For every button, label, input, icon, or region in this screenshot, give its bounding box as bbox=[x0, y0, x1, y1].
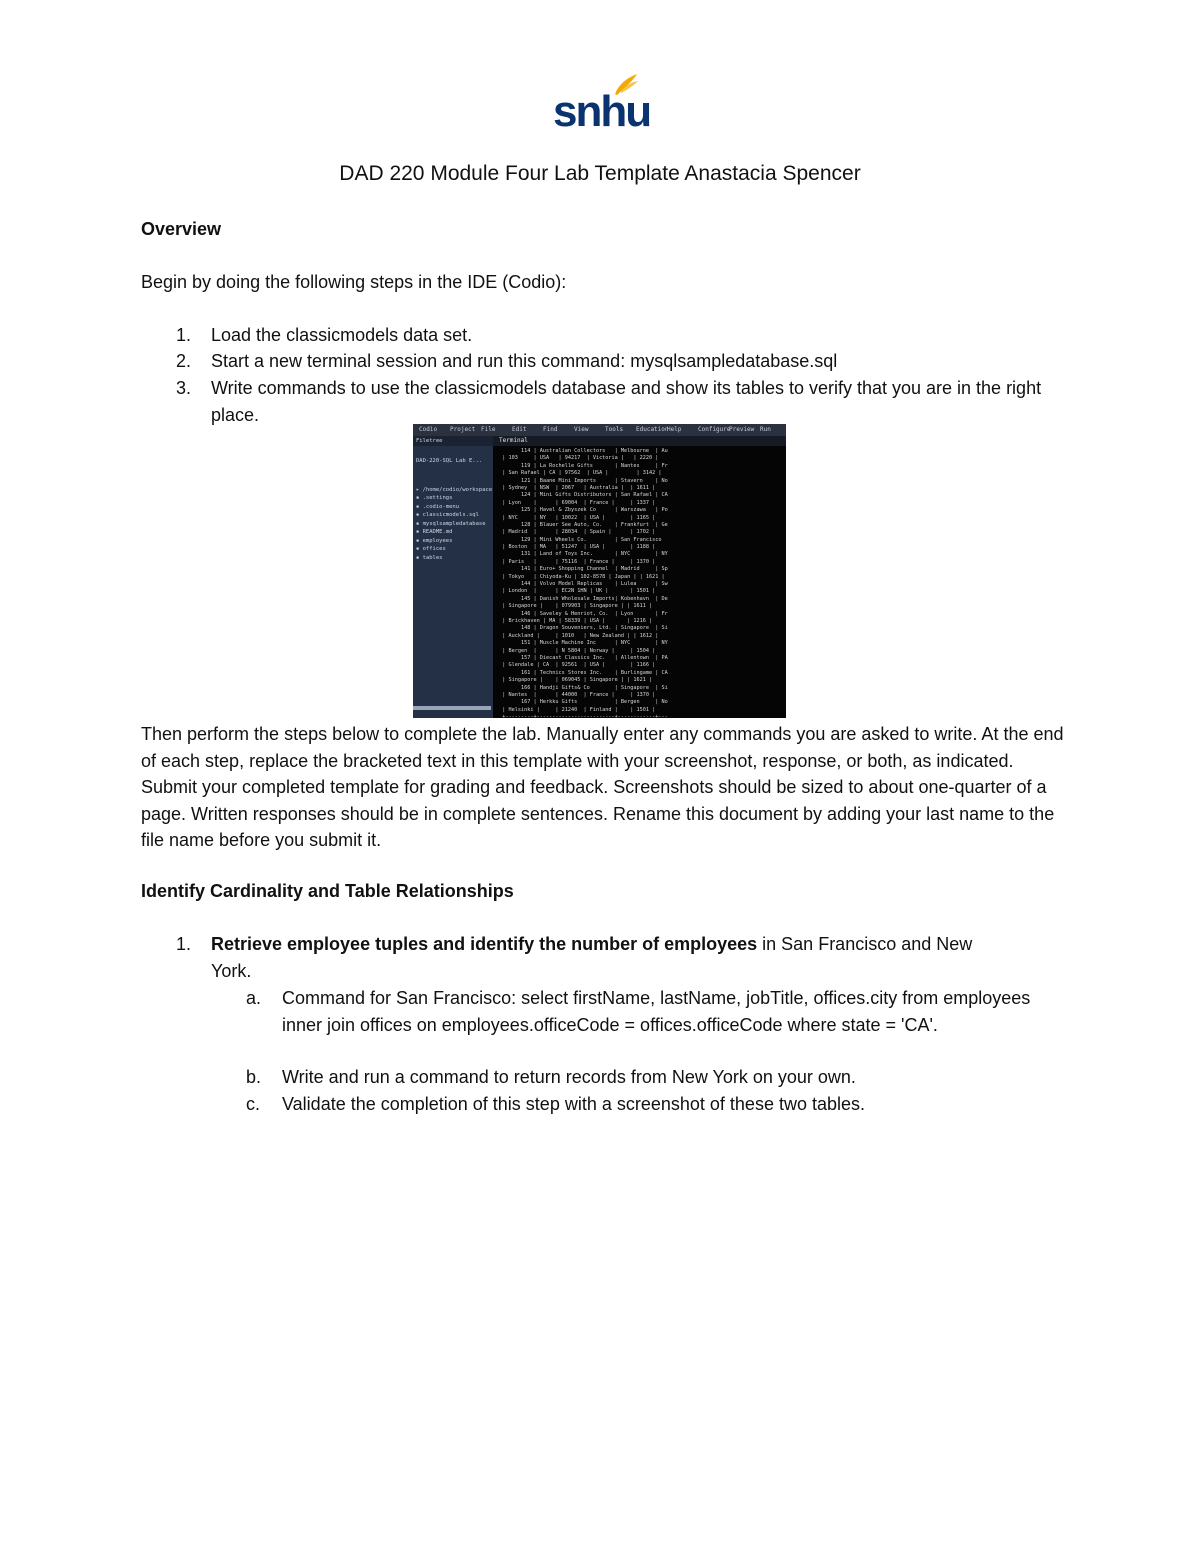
list-number: 1. bbox=[176, 934, 192, 954]
terminal-tab bbox=[493, 436, 786, 446]
list-number: 1. bbox=[176, 325, 192, 345]
sidebar-file-item: ▪ classicmodels.sql bbox=[416, 512, 479, 518]
ide-menu-item: Education bbox=[636, 426, 669, 433]
document-title: DAD 220 Module Four Lab Template Anastacia Spencer bbox=[339, 162, 861, 185]
sub-list-letter: b. bbox=[246, 1067, 262, 1087]
ide-menu-item: Codio bbox=[419, 426, 438, 433]
terminal-line: | San Rafael | CA | 97562 | USA | | 3142 | bbox=[496, 470, 662, 477]
ide-menu-item: Find bbox=[543, 426, 558, 433]
terminal-line: | Brickhaven | MA | 58339 | USA | | 1216 | bbox=[496, 617, 653, 624]
terminal-line: | Nantes | | 44000 | France | | 1370 | bbox=[496, 691, 656, 698]
terminal-line: 128 | Blauer See Auto, Co. | Frankfurt | Ge bbox=[496, 521, 668, 528]
ide-menu-item: Configure bbox=[698, 426, 731, 433]
terminal-line: 144 | Volvo Model Replicas | Lulea | Sw bbox=[496, 581, 668, 588]
sidebar-tab-label: Filetree bbox=[416, 438, 443, 444]
sub-list-letter: c. bbox=[246, 1094, 261, 1114]
terminal-line: 148 | Dragon Souveniers, Ltd. | Singapore | Si bbox=[496, 625, 668, 632]
ide-menu-item: Tools bbox=[605, 426, 624, 433]
sidebar-file-item: DAD-220-SQL Lab E... bbox=[416, 458, 483, 464]
ide-sidebar bbox=[413, 436, 493, 718]
terminal-line: 119 | La Rochelle Gifts | Nantes | Fr bbox=[496, 462, 668, 469]
terminal-line: | Glendale | CA | 92561 | USA | | 1166 | bbox=[496, 662, 656, 669]
terminal-line: | Tokyo | Chiyoda-Ku | 102-8578 | Japan | | 1621 | bbox=[496, 573, 665, 580]
terminal-line: | Boston | MA | 51247 | USA | | 1188 | bbox=[496, 544, 656, 551]
terminal-line: 121 | Baane Mini Imports | Stavern | No bbox=[496, 477, 668, 484]
sidebar-file-item: ▪ offices bbox=[416, 546, 446, 552]
list-text: Start a new terminal session and run this command: mysqlsampledatabase.sql bbox=[211, 351, 838, 371]
sub-list-text: Command for San Francisco: select firstName, lastName, jobTitle, offices.city from employees inner join offices on employees.officeCode = offices.officeCode where state = 'CA'. bbox=[282, 988, 1031, 1035]
overview-intro: Begin by doing the following steps in the IDE (Codio): bbox=[141, 272, 567, 292]
terminal-line: | 103 | USA | 94217 | Victoria | | 2220 | bbox=[496, 455, 659, 462]
sidebar-scrollbar bbox=[413, 706, 491, 710]
terminal-line: | London | | EC2N 1HN | UK | | 1501 | bbox=[496, 588, 656, 595]
sidebar-file-item: ▪ README.md bbox=[416, 529, 453, 535]
sub-list-letter: a. bbox=[246, 988, 262, 1008]
terminal-line: 131 | Land of Toys Inc. | NYC | NY bbox=[496, 551, 668, 558]
sidebar-file-item: ▪ mysqlsampledatabase bbox=[416, 520, 486, 527]
ide-screenshot bbox=[413, 424, 786, 718]
ide-menu-item: Project bbox=[450, 426, 476, 433]
terminal-line: 129 | Mini Wheels Co. | San Francisco bbox=[496, 536, 668, 543]
ide-menu-bar bbox=[413, 424, 786, 436]
ide-menu-item: Edit bbox=[512, 426, 527, 433]
list-text-bold: Retrieve employee tuples and identify the number of employees bbox=[211, 934, 758, 954]
cardinality-heading: Identify Cardinality and Table Relationships bbox=[141, 881, 514, 901]
terminal-panel bbox=[493, 436, 786, 718]
terminal-line: | NYC | NY | 10022 | USA | | 1165 | bbox=[496, 514, 656, 521]
terminal-line: 161 | Technics Stores Inc. | Burlingame | CA bbox=[496, 669, 668, 676]
sidebar-file-item: ▪ .codio-menu bbox=[416, 503, 460, 510]
sidebar-file-item: ▪ .settings bbox=[416, 495, 453, 501]
terminal-line: 166 | Handji Gifts& Co | Singapore | Si bbox=[496, 684, 668, 691]
terminal-line: | Singapore | | 069045 | Singapore | | 1621 | bbox=[496, 677, 653, 684]
terminal-line: | Sydney | NSW | 2067 | Australia | | 1611 | bbox=[496, 484, 656, 491]
list-number: 2. bbox=[176, 351, 192, 371]
ide-menu-item: View bbox=[574, 426, 589, 433]
sidebar-tab bbox=[413, 436, 493, 446]
ide-menu-item: Preview bbox=[729, 426, 755, 433]
terminal-output bbox=[496, 448, 784, 718]
terminal-line: 167 | Herkku Gifts | Bergen | No bbox=[496, 699, 668, 706]
terminal-line: 141 | Euro+ Shopping Channel | Madrid | Sp bbox=[496, 566, 668, 573]
sub-list-text: Validate the completion of this step with a screenshot of these two tables. bbox=[282, 1094, 865, 1114]
terminal-line: | Auckland | | 1010 | New Zealand | | 1612 | bbox=[496, 632, 659, 639]
list-number: 3. bbox=[176, 378, 192, 398]
list-text-rest: in San Francisco and New bbox=[757, 934, 973, 954]
terminal-line: | Madrid | | 28034 | Spain | | 1702 | bbox=[496, 529, 656, 536]
terminal-line: | Paris | | 75116 | France | | 1370 | bbox=[496, 558, 656, 565]
instructions-paragraph: Then perform the steps below to complete the lab. Manually enter any commands you are asked to write. At the end of each step, replace the bracketed text in this template with your screenshot, response, or both, as indicated. Submit your completed template for grading and feedback. Screenshots should be sized to about one-quarter of a page. Written responses should be in complete sentences. Rename this document by adding your last name to the file name before you submit it. bbox=[141, 724, 1064, 850]
sidebar-file-item: ▪ employees bbox=[416, 537, 453, 544]
sidebar-file-item: ▸ /home/codio/workspace bbox=[416, 486, 493, 493]
terminal-line: 124 | Mini Gifts Distributors | San Rafael | CA bbox=[496, 492, 668, 499]
terminal-line: 145 | Danish Wholesale Imports| Kobenhavn | De bbox=[496, 595, 668, 602]
list-text-rest-2: York. bbox=[211, 960, 252, 981]
ide-menu-item: Run bbox=[760, 426, 771, 433]
ide-menu-item: Help bbox=[667, 426, 682, 433]
terminal-line: | Helsinki | | 21240 | Finland | | 1501 | bbox=[496, 706, 656, 713]
logo-text: snhu bbox=[553, 87, 651, 136]
terminal-tab-label: Terminal bbox=[499, 437, 528, 444]
sub-list-text: Write and run a command to return records from New York on your own. bbox=[282, 1067, 856, 1087]
terminal-line: +---------+-------------------------+------------+--- bbox=[496, 714, 668, 718]
terminal-line: | Bergen | | N 5804 | Norway | | 1504 | bbox=[496, 647, 656, 654]
ide-menu-item: File bbox=[481, 426, 496, 433]
terminal-line: | Singapore | | 079903 | Singapore | | 1611 | bbox=[496, 603, 653, 610]
list-text bbox=[211, 931, 1061, 984]
terminal-line: 125 | Havel & Zbyszek Co | Warszawa | Po bbox=[496, 507, 668, 514]
overview-heading: Overview bbox=[141, 219, 222, 239]
list-text: Load the classicmodels data set. bbox=[211, 325, 473, 345]
sidebar-file-item: ▪ tables bbox=[416, 554, 443, 561]
terminal-line: 114 | Australian Collectors | Melbourne | Au bbox=[496, 448, 668, 454]
list-text: Write commands to use the classicmodels database and show its tables to verify that you are in the right place. bbox=[211, 378, 1042, 425]
snhu-logo bbox=[553, 72, 651, 136]
terminal-line: 157 | Diecast Classics Inc. | Allentown | PA bbox=[496, 654, 668, 661]
terminal-line: 151 | Muscle Machine Inc | NYC | NY bbox=[496, 640, 668, 647]
terminal-line: 146 | Saveley & Henriot, Co. | Lyon | Fr bbox=[496, 610, 668, 617]
terminal-line: | Lyon | | 69004 | France | | 1337 | bbox=[496, 499, 656, 506]
